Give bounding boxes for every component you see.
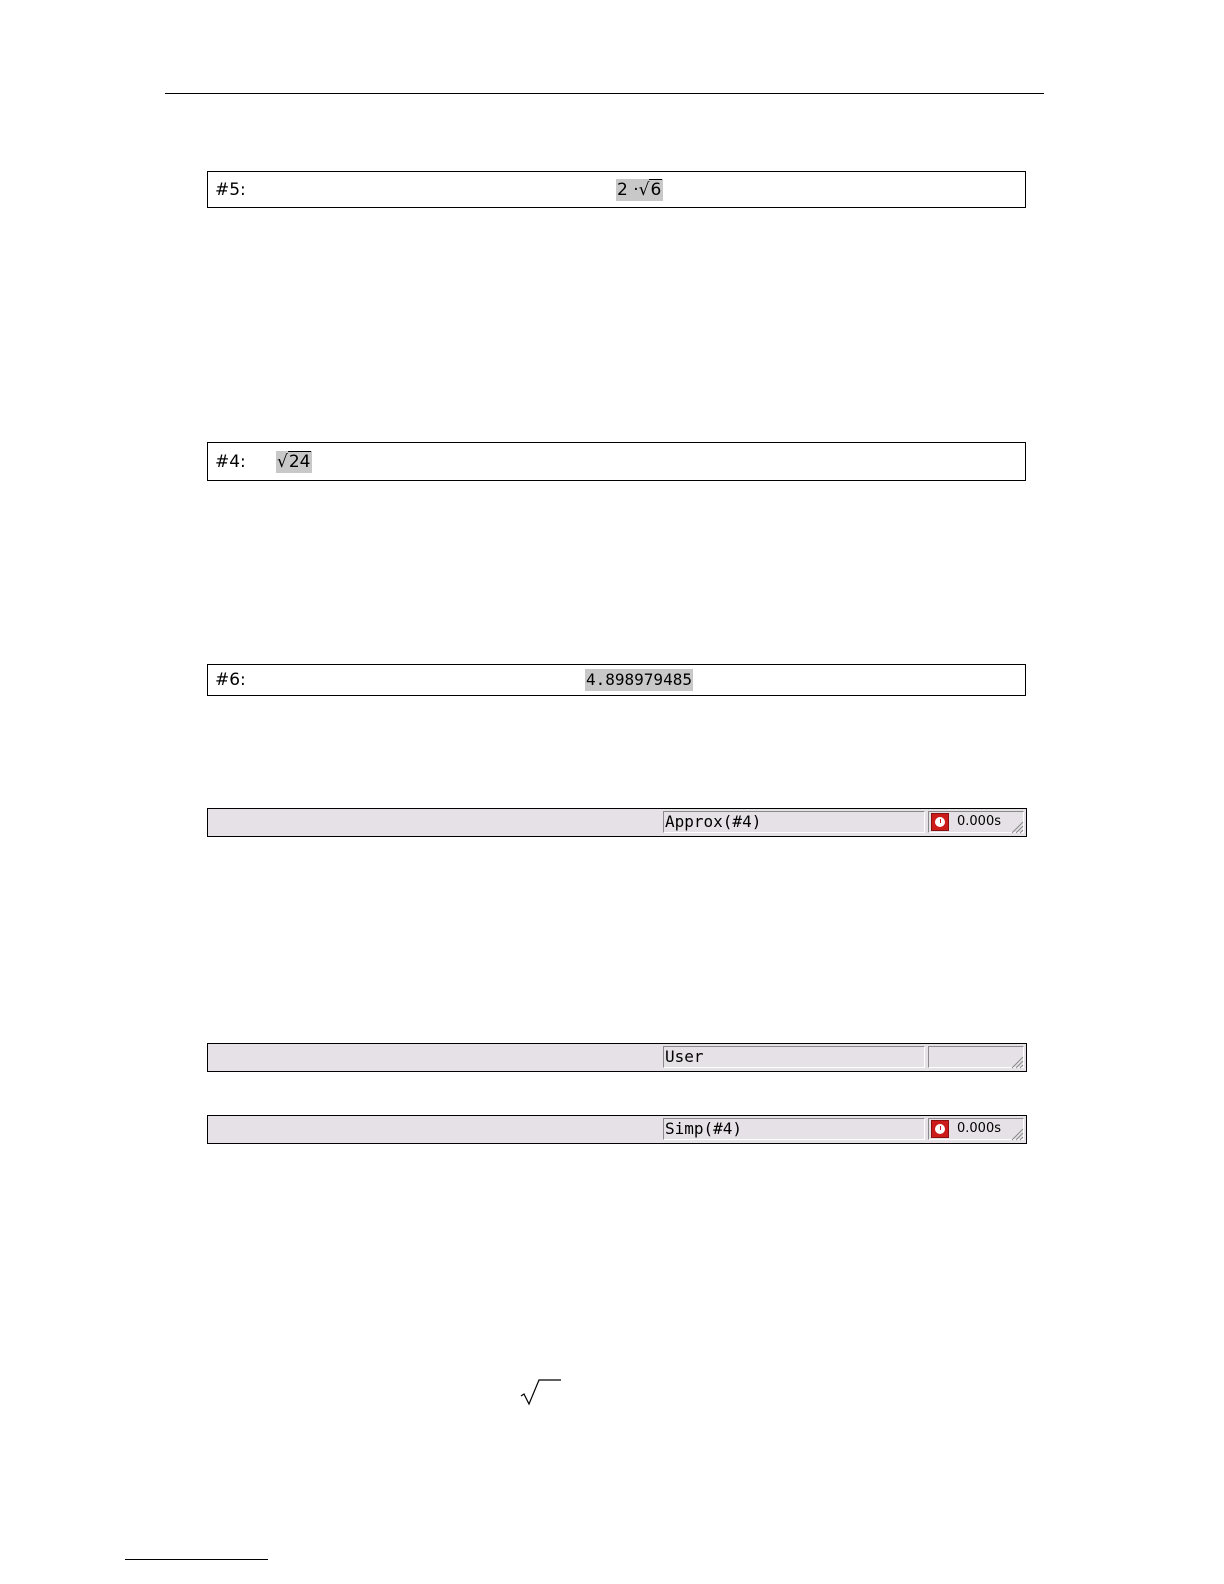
radicand: 6 [650, 179, 662, 200]
resize-grip-icon[interactable] [1010, 1055, 1024, 1069]
multiply-dot: · [633, 179, 639, 200]
expression-row-4[interactable] [207, 442, 1026, 481]
expression-label: #4: [215, 451, 246, 472]
resize-grip-icon[interactable] [1010, 820, 1024, 834]
status-bar-user [207, 1043, 1027, 1072]
expression-row-5[interactable] [207, 171, 1026, 208]
radicand: 24 [288, 451, 311, 472]
clock-icon [931, 1120, 949, 1138]
status-command: Simp(#4) [663, 1118, 925, 1140]
sqrt-icon: √ [638, 179, 650, 200]
coefficient: 2 [617, 179, 628, 200]
expression-label: #6: [215, 670, 246, 690]
expression-row-6[interactable] [207, 664, 1026, 696]
status-bar-simp [207, 1115, 1027, 1144]
square-root-symbol-icon [519, 1378, 563, 1406]
status-command: Approx(#4) [663, 811, 925, 833]
expression-value[interactable] [276, 451, 312, 473]
clock-icon [931, 813, 949, 831]
sqrt-icon: √ [277, 451, 288, 472]
status-command: User [663, 1046, 925, 1068]
expression-value[interactable]: 4.898979485 [586, 670, 692, 689]
resize-grip-icon[interactable] [1010, 1127, 1024, 1141]
elapsed-time: 0.000s [957, 814, 1001, 829]
footer-link-underline [125, 1559, 268, 1560]
page-header-rule [165, 93, 1044, 94]
expression-value[interactable] [616, 179, 663, 201]
expression-label: #5: [215, 179, 246, 200]
status-bar-approx [207, 808, 1027, 837]
elapsed-time: 0.000s [957, 1121, 1001, 1136]
